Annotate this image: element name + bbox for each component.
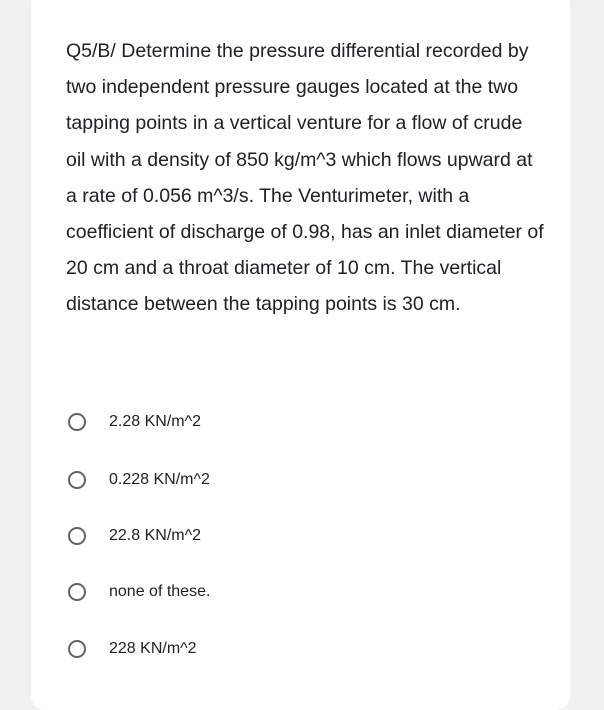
option-3[interactable] — [68, 521, 201, 551]
option-4[interactable] — [68, 577, 210, 607]
option-label: 228 KN/m^2 — [109, 640, 197, 657]
radio-button-icon[interactable] — [68, 640, 86, 658]
radio-button-icon[interactable] — [68, 583, 86, 601]
question-text: Q5/B/ Determine the pressure differential recorded by two independent pressure gauges located at the two tapping points in a vertical venture for a flow of crude oil with a density of 850 kg/m^3 which flows upward at a rate of 0.056 m^3/s. The Venturimeter, with a coefficient of discharge of 0.98, has an inlet diameter of 20 cm and a throat diameter of 10 cm. The vertical distance between the tapping points is 30 cm. — [66, 40, 544, 316]
option-1[interactable] — [68, 407, 201, 437]
option-2[interactable] — [68, 465, 210, 495]
option-label: 0.228 KN/m^2 — [109, 471, 210, 488]
option-label: none of these. — [109, 583, 211, 600]
radio-button-icon[interactable] — [68, 471, 86, 489]
option-label: 22.8 KN/m^2 — [109, 527, 201, 544]
radio-button-icon[interactable] — [68, 413, 86, 431]
radio-button-icon[interactable] — [68, 527, 86, 545]
option-5[interactable] — [68, 634, 197, 664]
option-label: 2.28 KN/m^2 — [109, 413, 201, 430]
